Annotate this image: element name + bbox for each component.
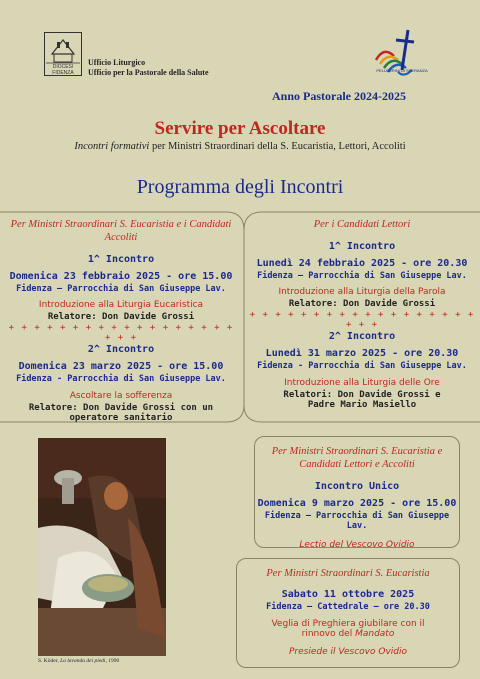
box4-place: Fidenza – Cattedrale – ore 20.30	[266, 602, 430, 612]
office-names	[88, 58, 209, 78]
left-date-1: Domenica 23 febbraio 2025 - ore 15.00	[9, 271, 233, 282]
right-topic-2: Introduzione alla Liturgia delle Ore	[284, 378, 440, 388]
right-place-1: Fidenza – Parrocchia di San Giuseppe Lav.	[257, 271, 467, 281]
left-speaker-1: Relatore: Don Davide Grossi	[47, 312, 195, 322]
diocese-logo-text: DIOCESI FIDENZA	[52, 64, 74, 76]
box4-topic-2	[237, 629, 459, 639]
office-line-1: Ufficio Liturgico	[88, 58, 146, 67]
box4-date: Sabato 11 ottobre 2025	[281, 589, 415, 600]
right-topic-1: Introduzione alla Liturgia della Parola	[278, 287, 446, 297]
pastoral-year: Anno Pastorale 2024-2025	[272, 89, 406, 103]
subtitle-italic: Incontri formativi	[74, 141, 150, 152]
box3-lectio: Lectio del Vescovo Ovidio	[299, 540, 415, 550]
left-place-1: Fidenza – Parrocchia di San Giuseppe Lav.	[16, 284, 226, 294]
left-place-2: Fidenza - Parrocchia di San Giuseppe Lav.	[16, 374, 226, 384]
box4-header: Per Ministri Straordinari S. Eucaristia	[266, 568, 430, 579]
left-date-2: Domenica 23 marzo 2025 - ore 15.00	[18, 361, 224, 372]
box4-presiede: Presiede il Vescovo Ovidio	[289, 647, 407, 657]
right-incontro-1: 1^ Incontro	[328, 241, 396, 252]
right-speaker-1: Relatore: Don Davide Grossi	[288, 299, 436, 309]
right-date-1: Lunedì 24 febbraio 2025 - ore 20.30	[256, 258, 468, 269]
right-separator: + + + + + + + + + + + + + + + + + + + + +	[249, 310, 475, 330]
left-topic-2: Ascoltare la sofferenza	[69, 391, 173, 401]
event-box-veglia	[236, 558, 460, 668]
box3-date: Domenica 9 marzo 2025 - ore 15.00	[257, 498, 457, 509]
right-header: Per i Candidati Lettori	[313, 219, 411, 230]
caption-suffix: , 1990	[105, 658, 120, 664]
left-speaker-2b: operatore sanitario	[69, 413, 173, 423]
caption-prefix: S. Köder,	[38, 658, 61, 664]
jubilee-logo-icon	[368, 26, 432, 82]
office-line-2: Ufficio per la Pastorale della Salute	[88, 68, 209, 77]
box3-header-2: Candidati Lettori e Accoliti	[299, 459, 415, 470]
right-speaker-2a: Relatori: Don Davide Grossi e	[283, 390, 441, 400]
jubilee-logo-text: PELLEGRINI DI SPERANZA	[376, 68, 428, 73]
program-heading: Programma degli Incontri	[136, 176, 344, 198]
page-subtitle	[0, 141, 480, 152]
left-incontro-2: 2^ Incontro	[87, 344, 155, 355]
right-incontro-2: 2^ Incontro	[328, 331, 396, 342]
left-speaker-2a: Relatore: Don Davide Grossi con un	[28, 403, 214, 413]
right-date-2: Lunedì 31 marzo 2025 - ore 20.30	[265, 348, 459, 359]
right-column	[248, 218, 476, 410]
caption-italic: La lavanda dei piedi	[60, 658, 106, 664]
box4-topic-1: Veglia di Preghiera giubilare con il	[271, 619, 425, 629]
painting-image	[38, 438, 166, 656]
right-speaker-2b: Padre Mario Masiello	[307, 400, 417, 410]
box4-topic-2-prefix: rinnovo del	[301, 629, 356, 639]
left-header: Per Ministri Straordinari S. Eucaristia e i Candidati Accoliti	[10, 219, 232, 243]
left-separator: + + + + + + + + + + + + + + + + + + + + +	[8, 323, 234, 343]
box3-incontro: Incontro Unico	[314, 481, 400, 492]
page-title: Servire per Ascoltare	[154, 118, 326, 139]
box3-header-1: Per Ministri Straordinari S. Eucaristia e	[271, 446, 443, 457]
left-topic-1: Introduzione alla Liturgia Eucaristica	[38, 300, 204, 310]
painting-caption	[38, 658, 119, 664]
event-box-unico	[254, 436, 460, 548]
box4-topic-2-italic: Mandato	[355, 629, 395, 639]
left-incontro-1: 1^ Incontro	[87, 254, 155, 265]
right-place-2: Fidenza - Parrocchia di San Giuseppe Lav.	[257, 361, 467, 371]
subtitle-rest: per Ministri Straordinari della S. Eucaristia, Lettori, Accoliti	[149, 141, 406, 152]
left-column	[4, 218, 238, 423]
box3-place: Fidenza – Parrocchia di San Giuseppe Lav.	[264, 511, 450, 531]
